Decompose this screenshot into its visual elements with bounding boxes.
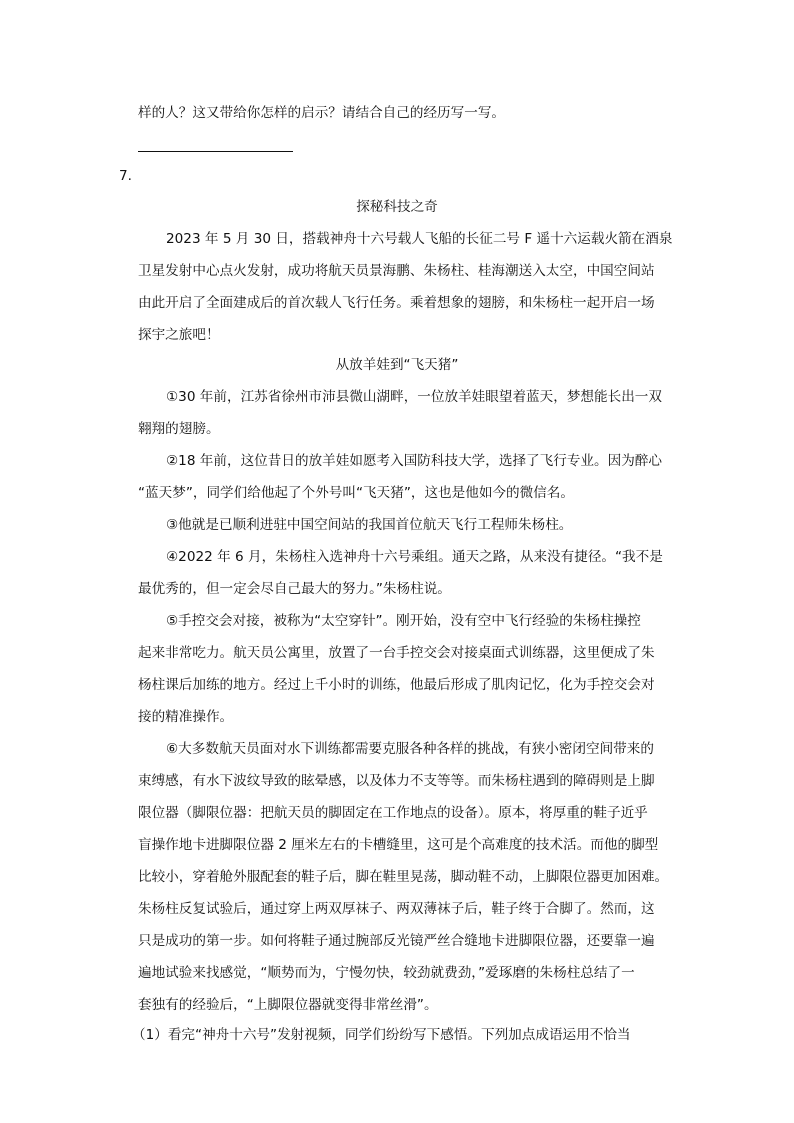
paragraph-6-line: 套独有的经验后，“上脚限位器就变得非常丝滑”。 [138, 997, 438, 1013]
paragraph-6-line: 朱杨柱反复试验后，通过穿上两双厚袜子、两双薄袜子后，鞋子终于合脚了。然而，这 [138, 901, 655, 917]
paragraph-6-line: ⑥大多数航天员面对水下训练都需要克服各种各样的挑战，有狭小密闭空间带来的 [166, 741, 654, 757]
previous-question-text: 样的人？这又带给你怎样的启示？请结合自己的经历写一写。 [138, 105, 506, 121]
intro-line: 由此开启了全面建成后的首次载人飞行任务。乘着想象的翅膀，和朱杨柱一起开启一场 [138, 295, 655, 311]
paragraph-3-line: ③他就是已顺利进驻中国空间站的我国首位航天飞行工程师朱杨柱。 [166, 517, 573, 533]
intro-line: 探宇之旅吧！ [138, 327, 220, 343]
paragraph-5-line: 杨柱课后加练的地方。经过上千小时的训练，他最后形成了肌肉记忆，化为手控交会对 [138, 677, 655, 693]
sub-question-1: （1）看完“神舟十六号”发射视频，同学们纷纷写下感悟。下列加点成语运用不恰当 [132, 1027, 631, 1043]
paragraph-6-line: 限位器（脚限位器：把航天员的脚固定在工作地点的设备）。原本，将厚重的鞋子近乎 [138, 805, 648, 821]
paragraph-2-line: ②18 年前，这位昔日的放羊娃如愿考入国防科技大学，选择了飞行专业。因为醉心 [166, 453, 662, 469]
paragraph-2-line: “蓝天梦”，同学们给他起了个外号叫“飞天猪”，这也是他如今的微信名。 [138, 485, 574, 501]
paragraph-1-line: 翱翔的翅膀。 [138, 421, 220, 437]
paragraph-6-line: 只是成功的第一步。如何将鞋子通过腕部反光镜严丝合缝地卡进脚限位器，还要靠一遍 [138, 933, 655, 949]
paragraph-4-line: 最优秀的，但一定会尽自己最大的努力。”朱杨柱说。 [138, 581, 451, 597]
paragraph-6-line: 束缚感，有水下波纹导致的眩晕感，以及体力不支等等。而朱杨柱遇到的障碍则是上脚 [138, 773, 655, 789]
paragraph-6-line: 遍地试验来找感觉，“顺势而为，宁慢勿快，较劲就费劲，”爱琢磨的朱杨柱总结了一 [138, 965, 635, 981]
paragraph-5-line: ⑤手控交会对接，被称为“太空穿针”。刚开始，没有空中飞行经验的朱杨柱操控 [166, 613, 641, 629]
paragraph-6-line: 比较小，穿着舱外服配套的鞋子后，脚在鞋里晃荡，脚动鞋不动，上脚限位器更加困难。 [138, 869, 669, 885]
paragraph-6-line: 盲操作地卡进脚限位器 2 厘米左右的卡槽缝里，这可是个高难度的技术活。而他的脚型 [138, 837, 659, 853]
question-number: 7. [119, 168, 132, 184]
paragraph-5-line: 接的精准操作。 [138, 709, 234, 725]
paragraph-5-line: 起来非常吃力。航天员公寓里，放置了一台手控交会对接桌面式训练器，这里便成了朱 [138, 645, 655, 661]
paragraph-4-line: ④2022 年 6 月，朱杨柱入选神舟十六号乘组。通天之路，从来没有捷径。“我不是 [166, 549, 663, 565]
intro-line: 卫星发射中心点火发射，成功将航天员景海鹏、朱杨柱、桂海潮送入太空，中国空间站 [138, 263, 655, 279]
answer-blank-line [138, 151, 293, 152]
intro-line: 2023 年 5 月 30 日，搭载神舟十六号载人飞船的长征二号 F 遥十六运载火箭在酒泉 [166, 231, 673, 247]
paragraph-1-line: ①30 年前，江苏省徐州市沛县微山湖畔，一位放羊娃眼望着蓝天，梦想能长出一双 [166, 389, 662, 405]
passage-title: 探秘科技之奇 [356, 199, 438, 215]
section-subtitle: 从放羊娃到“飞天猪” [335, 357, 459, 373]
